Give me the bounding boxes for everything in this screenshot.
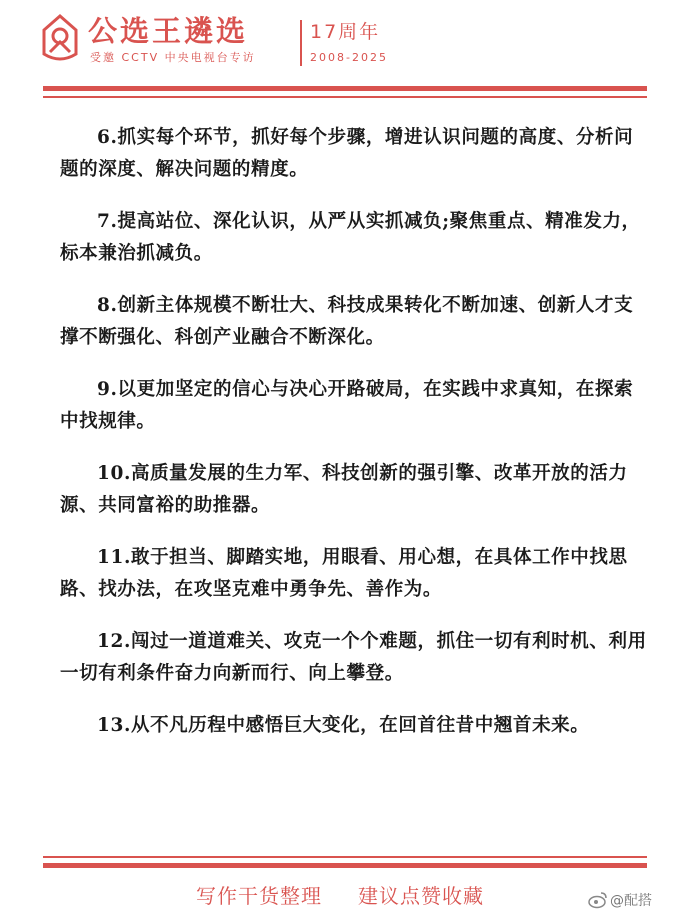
anniversary-years: 2008-2025 <box>310 51 388 64</box>
paragraph-7: 7.提高站位、深化认识，从严从实抓减负;聚焦重点、精准发力，标本兼治抓减负。 <box>60 211 641 264</box>
paragraph-6: 6.抓实每个环节，抓好每个步骤，增进认识问题的高度、分析问题的深度、解决问题的精度。 <box>60 127 634 180</box>
bottom-divider-thin <box>43 856 647 858</box>
footer-right-slogan: 建议点赞收藏 <box>358 884 484 908</box>
paragraph-11: 11.敢于担当、脚踏实地，用眼看、用心想，在具体工作中找思路、找办法，在攻坚克难中勇争先、善作为。 <box>60 547 628 600</box>
content-body <box>60 122 650 762</box>
brand-subtitle: 受邀 CCTV 中央电视台专访 <box>90 51 256 64</box>
seal-logo-icon <box>40 14 80 64</box>
top-divider-thick <box>43 86 647 91</box>
weibo-icon <box>588 891 608 909</box>
top-divider-thin <box>43 96 647 98</box>
paragraph-12: 12.闯过一道道难关、攻克一个个难题，抓住一切有利时机、利用一切有利条件奋力向新而行、向上攀登。 <box>60 631 647 684</box>
paragraph-13: 13.从不凡历程中感悟巨大变化，在回首往昔中翘首未来。 <box>97 715 590 736</box>
brand-divider <box>300 20 302 66</box>
footer-left-slogan: 写作干货整理 <box>196 884 322 908</box>
bottom-divider-thick <box>43 863 647 868</box>
paragraph-10: 10.高质量发展的生力军、科技创新的强引擎、改革开放的活力源、共同富裕的助推器。 <box>60 463 628 516</box>
anniversary-label: 17周年 <box>310 21 381 43</box>
paragraph-8: 8.创新主体规模不断壮大、科技成果转化不断加速、创新人才支撑不断强化、科创产业融合不断深化。 <box>60 295 634 348</box>
paragraph-9: 9.以更加坚定的信心与决心开路破局，在实践中求真知，在探索中找规律。 <box>60 379 634 432</box>
header <box>0 0 690 82</box>
brand-title: 公选王遴选 <box>88 14 249 48</box>
watermark-text: @配搭 <box>610 893 652 909</box>
